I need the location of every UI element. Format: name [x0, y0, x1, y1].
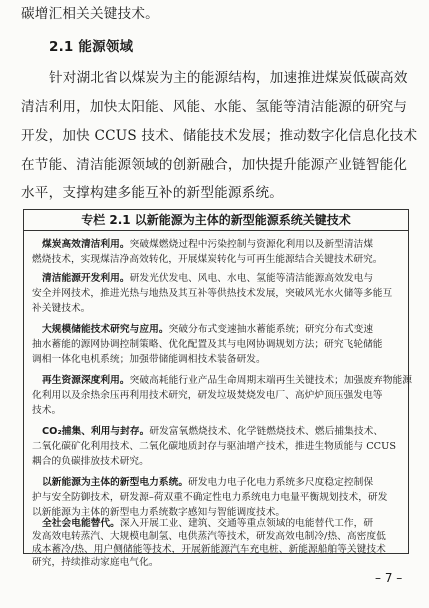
box-line	[42, 270, 373, 284]
item-label: 清洁能源开发利用。	[42, 273, 130, 284]
box-line: 成本蓄冷/热、用户侧储能等技术，开展新能源汽车充电桩、新能源船舶等关键技术	[32, 544, 386, 555]
paragraph-line: 水平，支撑构建多能互补的新型能源系统。	[21, 185, 284, 201]
box-line: 抽水蓄能的源网协调控制策略、优化配置及其与电网协调规划方法；研究飞轮储能	[32, 339, 383, 350]
sidebar-box	[23, 209, 413, 568]
box-line: 调相一体化电机系统；加强带储能调相技术装备研发。	[32, 354, 266, 365]
box-line: 研究，持续推动家庭电气化。	[32, 557, 159, 568]
item-text: 研发富氧燃烧技术、化学链燃烧技术、燃后捕集技术、	[149, 426, 384, 437]
item-text: 突破煤燃烧过程中污染控制与资源化利用以及新型清洁煤	[129, 239, 374, 250]
box-line: 耦合的负碳排放技术研究。	[32, 456, 149, 467]
box-line: 安全并网技术，推进光热与地热及其互补等供热技术发展，突破风光水火储等多能互	[32, 288, 393, 299]
item-label: 煤炭高效清洁利用。	[42, 239, 130, 250]
box-line: 补关键技术。	[32, 303, 91, 314]
item-label: 再生资源深度利用。	[42, 375, 130, 386]
box-title: 专栏 2.1 以新能源为主体的新型能源系统关键技术	[24, 210, 408, 231]
box-line	[42, 515, 373, 529]
paragraph-line: 清洁利用，加快太阳能、风能、水能、氢能等清洁能源的研究与	[21, 99, 408, 115]
intro-line: 碳增汇相关关键技术。	[21, 6, 159, 22]
item-label: 以新能源为主体的新型电力系统。	[42, 477, 189, 488]
paragraph-line: 开发，加快 CCUS 技术、储能技术发展；推动数字化信息化技术	[21, 128, 418, 144]
item-text: 突破高耗能行业产品生命周期末端再生关键技术；加强废弃物能源	[129, 375, 413, 386]
item-text: 突破分布式变速抽水蓄能系统；研究分布式变速	[168, 324, 374, 335]
box-line: 发高效电转蒸汽、大规模电制氢、电供蒸汽等技术，研发高效电制冷/热、高密度低	[32, 531, 386, 542]
paragraph-line: 针对湖北省以煤炭为主的能源结构，加速推进煤炭低碳高效	[49, 70, 408, 86]
section-heading: 2.1 能源领域	[49, 39, 134, 55]
box-line	[42, 321, 373, 335]
box-line: 护与安全防御技术，研发源–荷双重不确定性电力系统电力电量平衡规划技术，研发	[32, 492, 388, 503]
item-text: 研发电力电子化电力系统多尺度稳定控制保	[188, 477, 374, 488]
box-line: 二氧化碳矿化利用技术、二氧化碳地质封存与驱油增产技术，推进生物质能与 CCUS	[32, 441, 397, 452]
box-line	[42, 474, 373, 488]
item-label: 大规模储能技术研究与应用。	[42, 324, 169, 335]
page-number: – 7 –	[375, 571, 403, 585]
item-label: CO₂捕集、利用与封存。	[42, 426, 150, 437]
box-line: 技术。	[32, 405, 62, 416]
paragraph-line: 在节能、清洁能源领域的创新融合，加快提升能源产业链智能化	[21, 157, 408, 173]
box-line: 燃烧技术，实现煤洁净高效转化，开展煤炭转化与可再生能源结合关键技术研究。	[32, 254, 383, 265]
box-line	[42, 423, 383, 437]
item-text: 研发光伏发电、风电、水电、氢能等清洁能源高效发电与	[129, 273, 374, 284]
item-text: 深入开展工业、建筑、交通等重点领域的电能替代工作，研	[119, 518, 374, 529]
box-line	[42, 372, 412, 386]
box-line	[42, 236, 373, 250]
item-label: 全社会电能替代。	[42, 518, 120, 529]
box-line: 化利用以及余热余压再利用技术研究，研发垃圾焚烧发电厂、高炉炉顶压强发电等	[32, 390, 383, 401]
box-line: 以新能源为主体的新型电力系统数字感知与智能调度技术。	[32, 507, 286, 518]
